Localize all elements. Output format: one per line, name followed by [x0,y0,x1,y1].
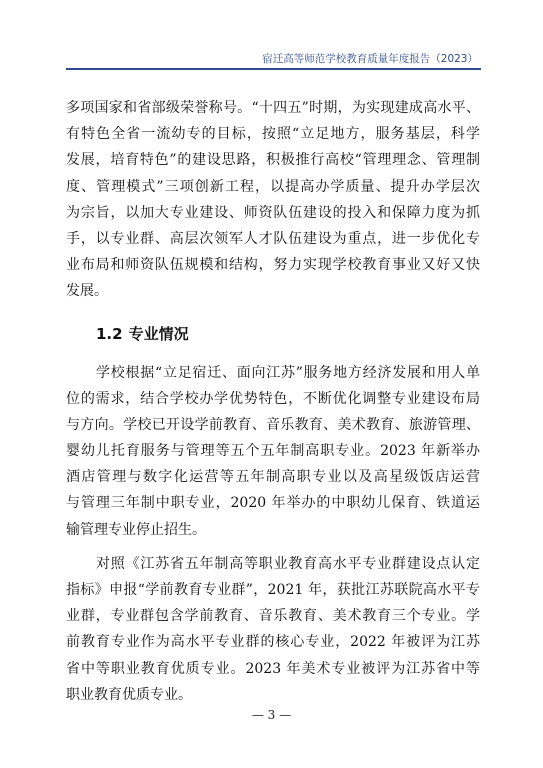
header-divider [66,68,481,70]
paragraph-line: 有特色全省一流幼专的目标，按照“立足地方，服务基层，科学 [66,126,480,143]
paragraph-line: 前教育专业作为高水平专业群的核心专业，2022 年被评为江苏 [66,634,480,651]
paragraph-line: 度、管理模式”三项创新工程，以提高办学质量、提升办学层次 [66,178,480,195]
paragraph-line: 与管理三年制中职专业，2020 年举办的中职幼儿保育、铁道运 [66,495,480,512]
paragraph-programs [66,360,480,543]
paragraph-honors-development [66,95,480,305]
paragraph-line: 多项国家和省部级荣誉称号。“十四五”时期，为实现建成高水平、 [66,100,480,116]
paragraph-line: 发展。 [66,283,108,300]
paragraph-line: 与方向。学校已开设学前教育、音乐教育、美术教育、旅游管理、 [66,416,480,433]
header-title: 宿迁高等师范学校教育质量年度报告（2023） [262,53,478,65]
paragraph-line: 学校根据“立足宿迁、面向江苏”服务地方经济发展和用人单 [96,364,480,381]
paragraph-line: 位的需求，结合学校办学优势特色，不断优化调整专业建设布局 [66,390,480,407]
paragraph-line: 业布局和师资队伍规模和结构，努力实现学校教育事业又好又快 [66,257,480,274]
page-number: — 3 — [251,708,292,722]
paragraph-line: 婴幼儿托育服务与管理等五个五年制高职专业。2023 年新举办 [66,443,480,460]
paragraph-spacer [66,543,480,551]
section-heading [66,320,480,348]
paragraph-line: 为宗旨，以加大专业建设、师资队伍建设的投入和保障力度为抓 [66,204,480,221]
paragraph-line: 对照《江苏省五年制高等职业教育高水平专业群建设点认定 [96,555,480,572]
section-title: 专业情况 [128,324,189,343]
paragraph-line: 指标》申报“学前教育专业群”，2021 年，获批江苏联院高水平专 [66,582,480,598]
paragraph-line: 输管理专业停止招生。 [66,521,206,538]
section-number: 1.2 [96,324,123,343]
paragraph-program-groups [66,551,480,708]
paragraph-line: 酒店管理与数字化运营等五年制高职专业以及高星级饭店运营 [66,469,480,486]
page-body [66,95,480,708]
paragraph-line: 省中等职业教育优质专业。2023 年美术专业被评为江苏省中等 [66,660,480,677]
paragraph-line: 业群，专业群包含学前教育、音乐教育、美术教育三个专业。学 [66,608,480,625]
paragraph-line: 手，以专业群、高层次领军人才队伍建设为重点，进一步优化专 [66,230,480,247]
paragraph-line: 职业教育优质专业。 [66,686,192,703]
paragraph-line: 发展，培育特色”的建设思路，积极推行高校“管理理念、管理制 [66,152,480,169]
